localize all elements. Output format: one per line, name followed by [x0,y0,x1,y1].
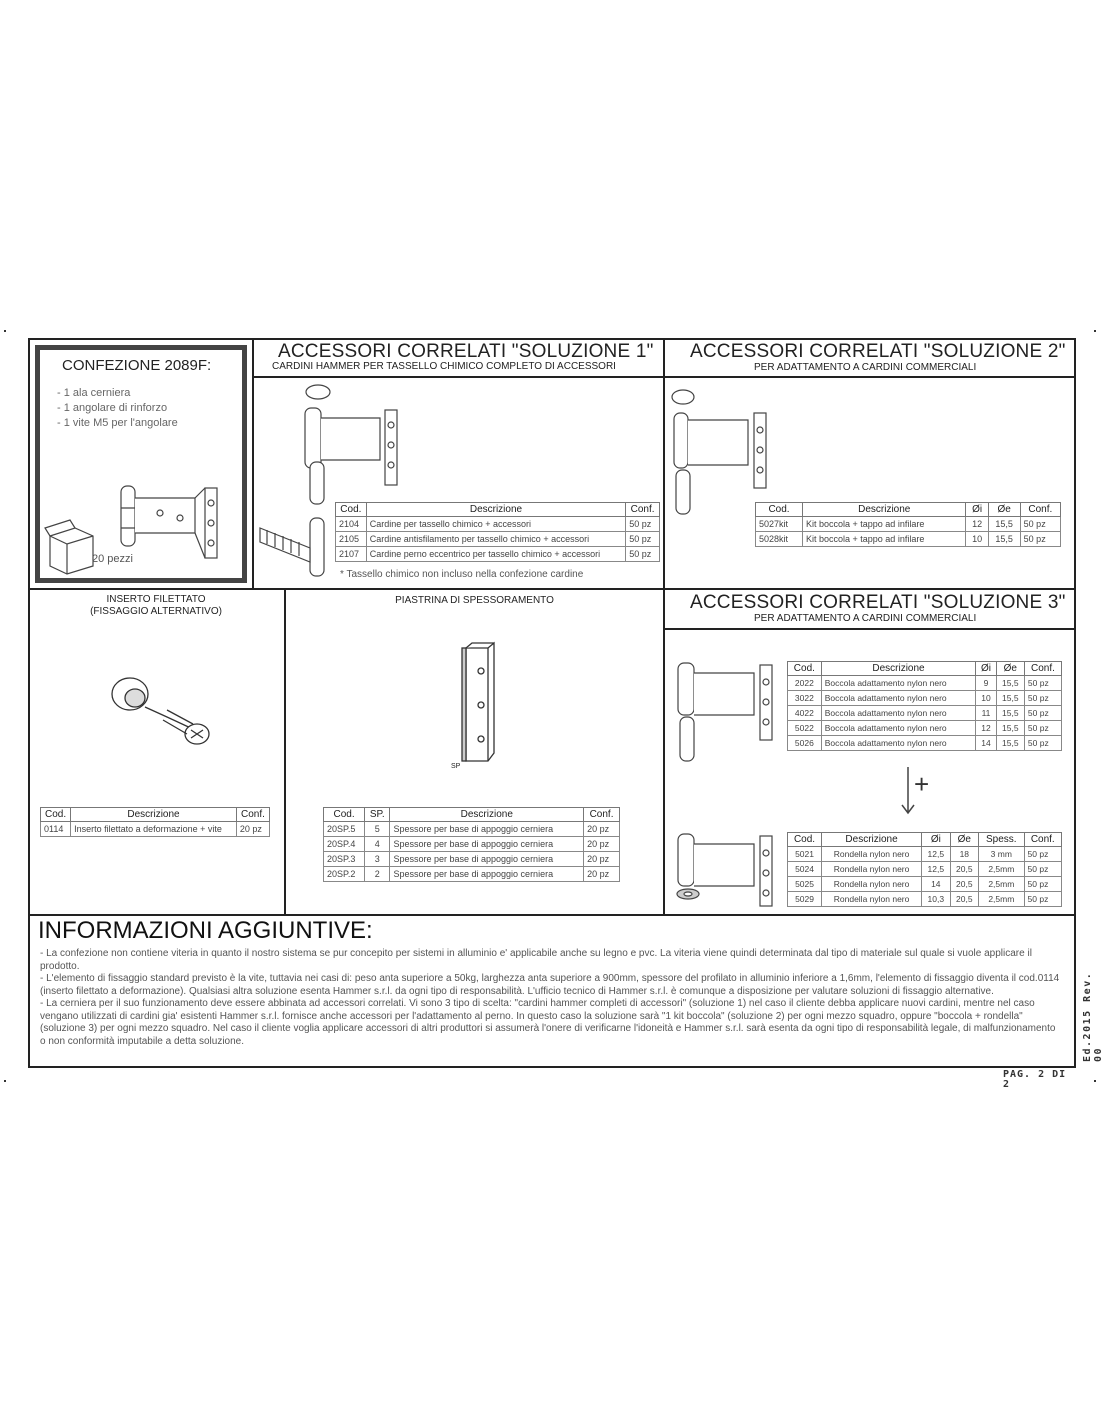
plus-icon: + [914,769,930,799]
table-row: 2104 Cardine per tassello chimico + accessori 50 pz [336,517,660,532]
corner-mark [4,330,6,332]
sol3-table-rondella: Cod. Descrizione Øi Øe Spess. Conf. 5021 Rondella nylon nero 12,5 18 3 mm 50 pz 5024 Rondella nylon nero 12,5 20,5 2,5mm 50 pz 5025 Rondella nylon nero 14 20,5 2,5mm 50 pz 5029 Rondella nylon nero 10,3 20,5 2,5mm 50 pz [787,832,1062,907]
sp-label: SP [451,763,461,770]
page-number: PAG. 2 DI 2 [1003,1069,1067,1090]
divider [28,914,1076,916]
table-row: 5025 Rondella nylon nero 14 20,5 2,5mm 50 pz [788,877,1062,892]
table-row: 5026 Boccola adattamento nylon nero 14 15,5 50 pz [788,736,1062,751]
pieces-label: 20 pezzi [92,553,133,565]
corner-mark [4,1080,6,1082]
table-row: 5022 Boccola adattamento nylon nero 12 15,5 50 pz [788,721,1062,736]
piastrina-table: Cod. SP. Descrizione Conf. 20SP.5 5 Spessore per base di appoggio cerniera 20 pz 20SP.4 4 Spessore per base di appoggio cerniera 20 pz 20SP.3 3 Spessore per base di appoggio cerniera 20 pz 20SP.2 2 Spessore per base di appoggio cerniera 20 pz [323,807,620,882]
sol3-illustration-1 [672,655,782,765]
piastrina-illustration [448,643,508,773]
table-row: 20SP.3 3 Spessore per base di appoggio cerniera 20 pz [324,852,620,867]
table-row: 20SP.5 5 Spessore per base di appoggio cerniera 20 pz [324,822,620,837]
info-paragraph: - La cerniera per il suo funzionamento deve essere abbinata ad accessori correlati. Vi sono 3 tipo di scelta: "cardini hammer completi di accessori" (soluzione 1) nel caso il cliente debba applicare nuovi cardini, mentre nel caso vengano utilizzati di cardini gia' esistenti Hammer s.r.l. fornisce anche accessori per l'adattamento al perno. In questo caso la soluzione sarà "1 kit boccola" (soluzione 2) per ogni mezzo squadro, oppure "boccola + rondella" (soluzione 3) per ogni mezzo squadro. Nel caso il cliente voglia applicare accessori di altri produttori si assumerà l'onere di verificarne l'idoneità e Hammer s.r.l. sarà esenta da ogni tipo di responsabilità legale, di malfunzionamento o non conformità imputabile a detta soluzione. [40,998,1056,1047]
confezione-item: - 1 vite M5 per l'angolare [57,417,178,429]
table-row: 2022 Boccola adattamento nylon nero 9 15,5 50 pz [788,676,1062,691]
info-paragraph: - L'elemento di fissaggio standard previsto è la vite, tuttavia nei casi di: peso anta superiore a 50kg, larghezza anta superiore a 900mm, spessore del profilato in alluminio inferiore a 1,6mm, l'elemento di fissaggio diventa il cod.0114 (inserto filettato a deformazione). Qualsiasi altra soluzione esenta Hammer s.r.l. da ogni tipo di responsabilità. L'ufficio tecnico di Hammer s.r.l. è comunque a disposizione per valutare soluzioni di fissaggio alternative. [40,973,1060,997]
sol2-subtitle: PER ADATTAMENTO A CARDINI COMMERCIALI [754,362,977,373]
table-row: 20SP.4 4 Spessore per base di appoggio cerniera 20 pz [324,837,620,852]
sol1-subtitle: CARDINI HAMMER PER TASSELLO CHIMICO COMPLETO DI ACCESSORI [272,361,616,372]
sol2-title: ACCESSORI CORRELATI "SOLUZIONE 2" [690,341,1066,362]
info-title: INFORMAZIONI AGGIUNTIVE: [38,917,373,944]
corner-mark [1094,1080,1096,1082]
edition-label: Ed.2015 Rev. 00 [1082,971,1104,1062]
piastrina-title: PIASTRINA DI SPESSORAMENTO [395,595,554,606]
info-text [40,948,1062,1048]
hinge-illustration [45,478,235,573]
divider [28,588,1076,590]
table-row: 2105 Cardine antisfilamento per tassello chimico + accessori 50 pz [336,532,660,547]
sol3-subtitle: PER ADATTAMENTO A CARDINI COMMERCIALI [754,613,977,624]
sol1-title: ACCESSORI CORRELATI "SOLUZIONE 1" [278,341,654,362]
info-paragraph: - La confezione non contiene viteria in quanto il nostro sistema se pur concepito per sistemi in alluminio e' applicabile anche su legno e pvc. La viteria viene quindi determinata dal tipo di materiale sul quale si vuole applicare il prodotto. [40,948,1032,972]
table-row: 5029 Rondella nylon nero 10,3 20,5 2,5mm 50 pz [788,892,1062,907]
confezione-items [57,386,178,431]
sol1-table: Cod. Descrizione Conf. 2104 Cardine per tassello chimico + accessori 50 pz 2105 Cardine antisfilamento per tassello chimico + accessori 50 pz 2107 Cardine perno eccentrico per tassello chimico + accessori 50 pz [335,502,660,562]
sol3-illustration-2 [672,828,782,913]
divider [663,338,665,916]
divider [284,588,286,916]
sol1-note: * Tassello chimico non incluso nella confezione cardine [340,569,584,580]
sol2-illustration [668,385,778,520]
table-row: 5021 Rondella nylon nero 12,5 18 3 mm 50 pz [788,847,1062,862]
inserto-illustration [105,672,215,747]
sol2-table: Cod. Descrizione Øi Øe Conf. 5027kit Kit boccola + tappo ad infilare 12 15,5 50 pz 5028kit Kit boccola + tappo ad infilare 10 15,5 50 pz [755,502,1061,547]
confezione-title: CONFEZIONE 2089F: [62,357,212,374]
corner-mark [1094,330,1096,332]
inserto-title: INSERTO FILETTATO (FISSAGGIO ALTERNATIVO) [90,594,222,617]
sol3-table-boccola: Cod. Descrizione Øi Øe Conf. 2022 Boccola adattamento nylon nero 9 15,5 50 pz 3022 Boccola adattamento nylon nero 10 15,5 50 pz 4022 Boccola adattamento nylon nero 11 15,5 50 pz 5022 Boccola adattamento nylon nero 12 15,5 50 pz 5026 Boccola adattamento nylon nero 14 15,5 50 pz [787,661,1062,751]
table-row: 5027kit Kit boccola + tappo ad infilare 12 15,5 50 pz [756,517,1061,532]
table-row: 20SP.2 2 Spessore per base di appoggio cerniera 20 pz [324,867,620,882]
table-row: 2107 Cardine perno eccentrico per tassello chimico + accessori 50 pz [336,547,660,562]
table-row: 0114 Inserto filettato a deformazione + vite 20 pz [41,822,270,837]
table-row: 5024 Rondella nylon nero 12,5 20,5 2,5mm 50 pz [788,862,1062,877]
table-row: 4022 Boccola adattamento nylon nero 11 15,5 50 pz [788,706,1062,721]
divider [252,376,1076,378]
confezione-item: - 1 ala cerniera [57,387,131,399]
confezione-item: - 1 angolare di rinforzo [57,402,168,414]
table-row: 5028kit Kit boccola + tappo ad infilare 10 15,5 50 pz [756,532,1061,547]
divider [663,628,1076,630]
sol3-title: ACCESSORI CORRELATI "SOLUZIONE 3" [690,592,1066,613]
table-row: 3022 Boccola adattamento nylon nero 10 15,5 50 pz [788,691,1062,706]
inserto-table: Cod. Descrizione Conf. 0114 Inserto filettato a deformazione + vite 20 pz [40,807,270,837]
